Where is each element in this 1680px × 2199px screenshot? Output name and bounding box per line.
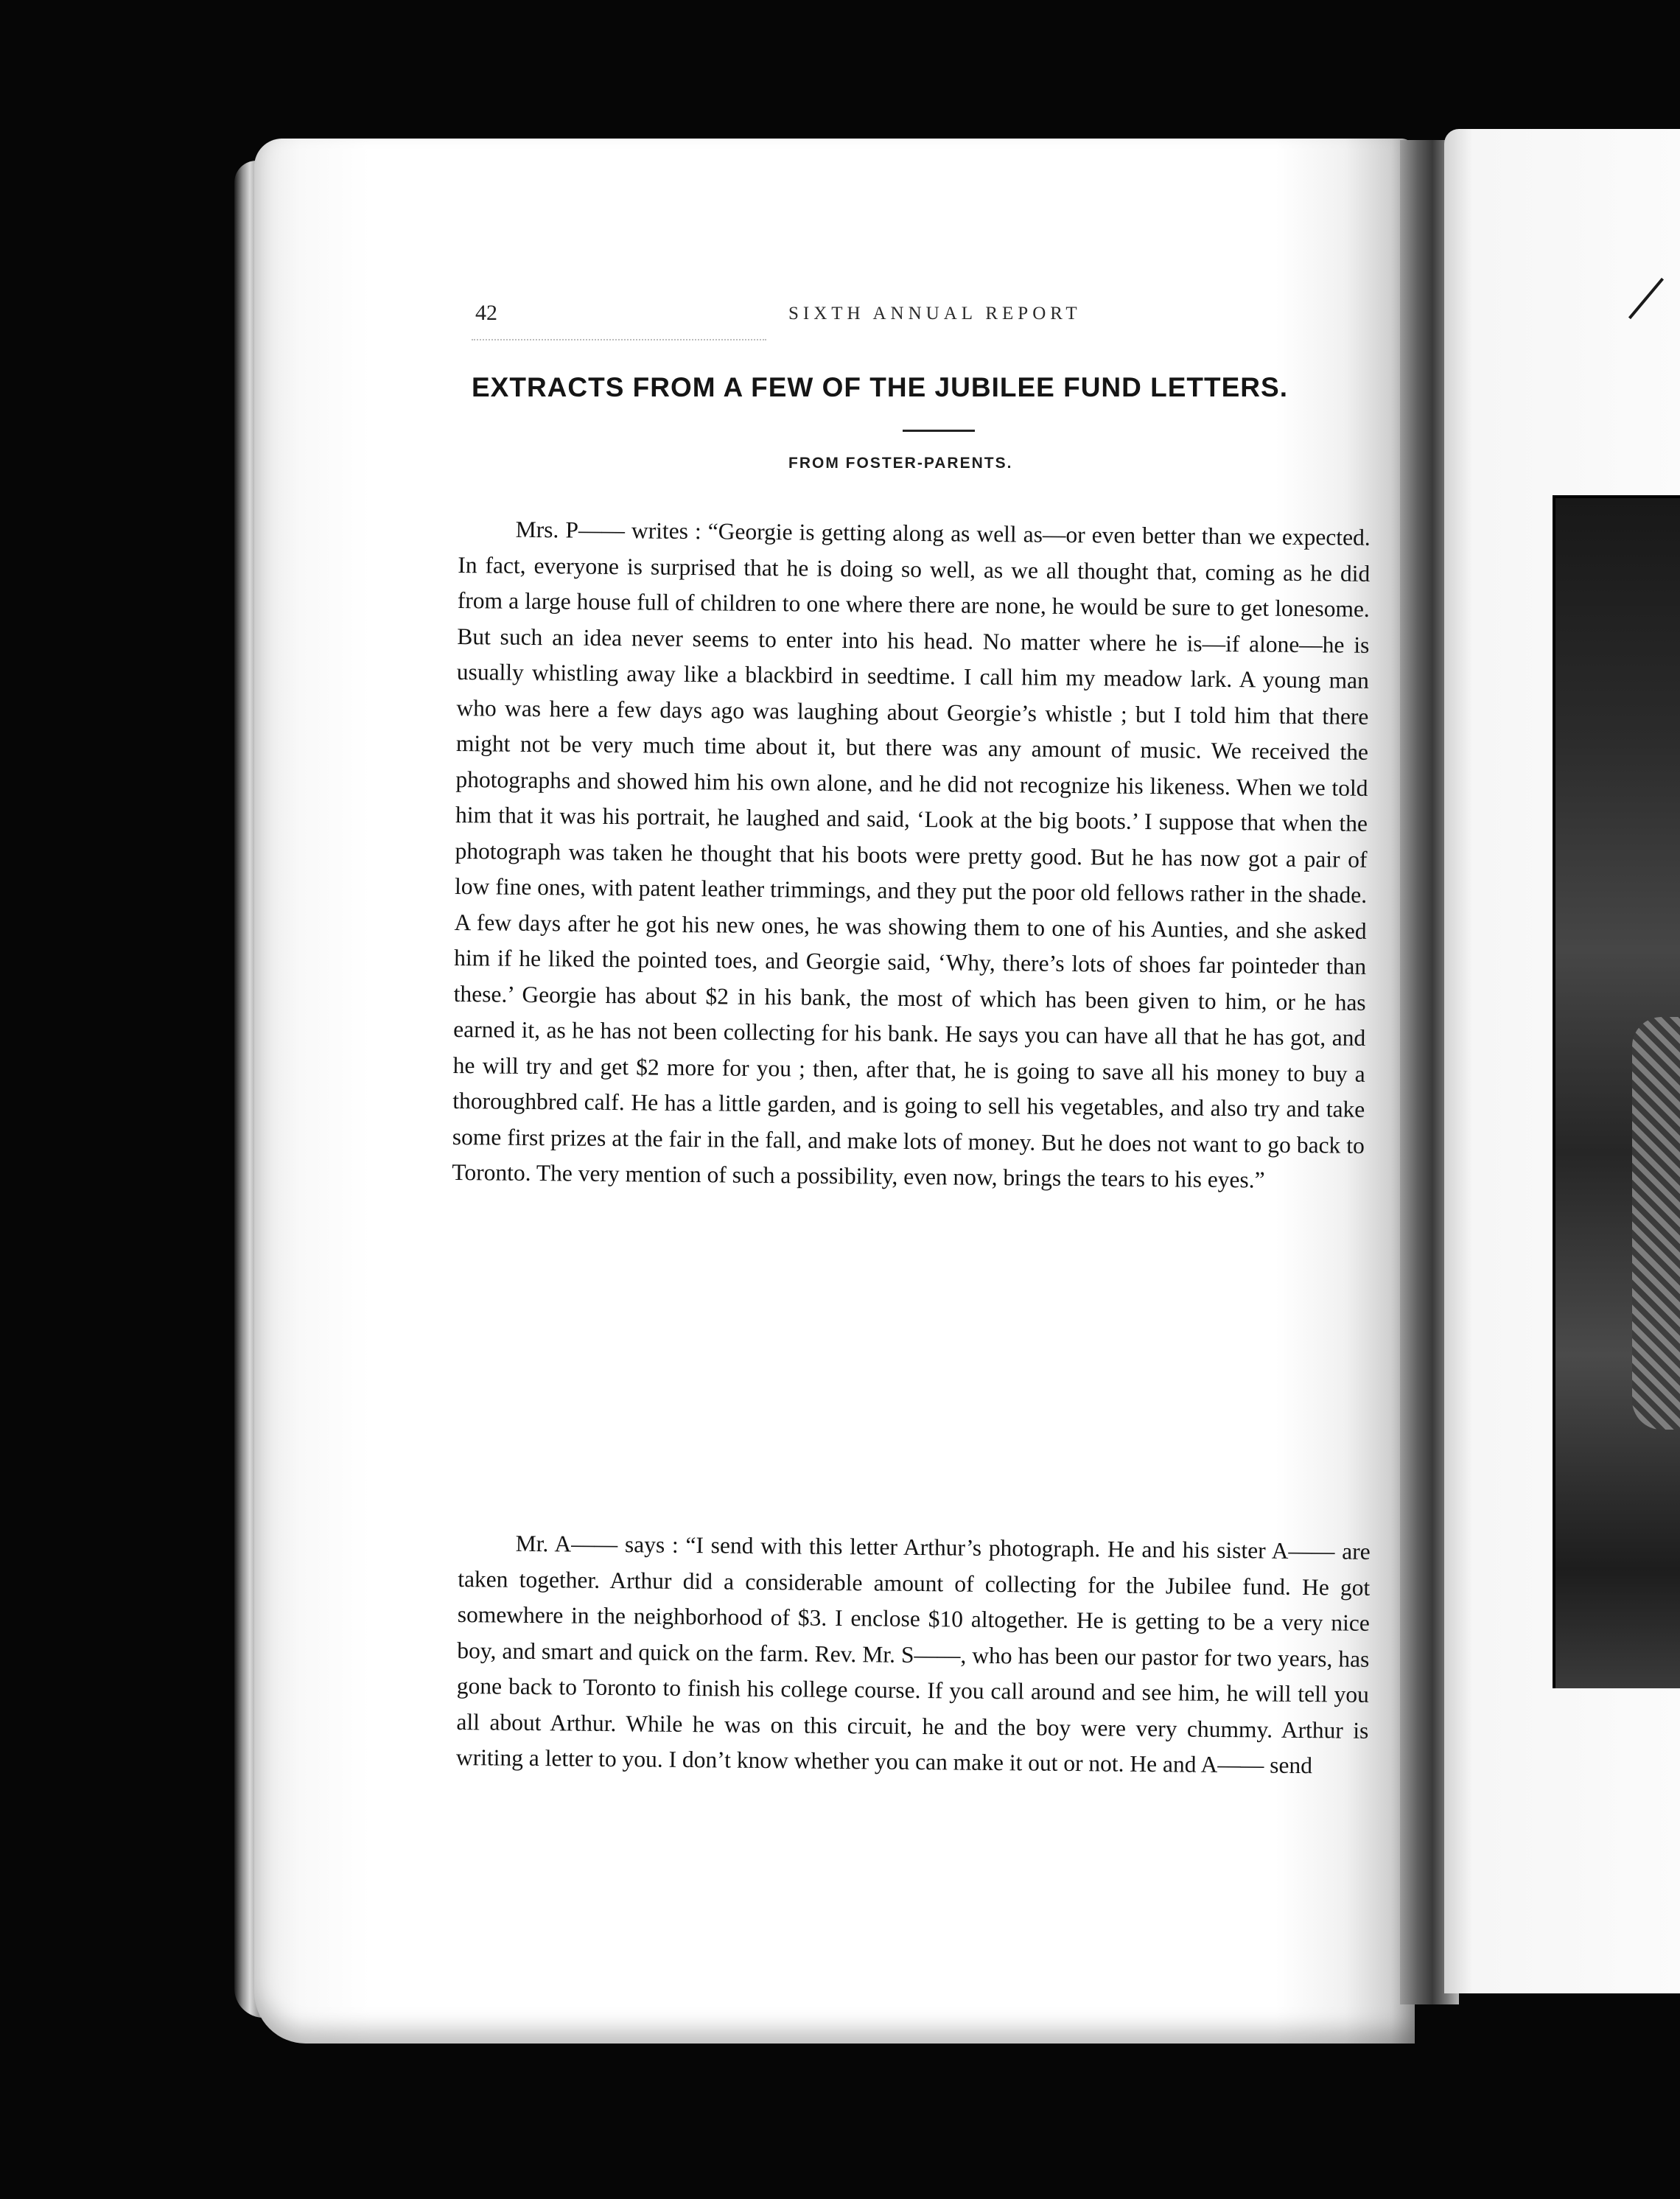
running-head: SIXTH ANNUAL REPORT — [788, 304, 1082, 324]
section-heading: FROM FOSTER-PARENTS. — [788, 455, 1013, 472]
title-rule — [903, 430, 975, 432]
letter-paragraph: Mrs. P—— writes : “Georgie is getting along as well as—or even better than we expected. In fact, everyone is surprised that he is doing so well, as we all thought that, coming as he did from a large house full of children to one where there are none, he would be sure to get lonesome. But such an idea never seems to enter into his head. No matter where he is—if alone—he is usually whistling away like a blackbird in seedtime. I call him my meadow lark. A young man who was here a few days ago was laughing about Georgie’s whistle ; but I told him that there might not be very much time about it, but there was any amount of music. We received the photographs and showed him his own alone, and he did not recognize his likeness. When we told him that it was his portrait, he laughed and said, ‘Look at the big boots.’ I suppose that when the photograph was taken he thought that his boots were pretty good. But he has now got a pair of low fine ones, with patent leather trimmings, and they put the poor old fellows rather in the shade. A few days after he got his new ones, he was showing them to one of his Aunties, and she asked him if he liked the pointed toes, and Georgie said, ‘Why, there’s lots of shoes far pointeder than these.’ Georgie has about $2 in his bank, the most of which has been given to him, or he has earned it, as he has not been collecting for his bank. He says you can have all that he has got, and he will try and get $2 more for you ; then, after that, he is going to save all his money to buy a thoroughbred calf. He has a little garden, and is going to sell his vegetables, and also try and take some first prizes at the fair in the fall, and make lots of money. But he does not want to go back to Toronto. The very mention of such a possibility, even now, brings the tears to his eyes.” — [452, 516, 1371, 1193]
page-title: EXTRACTS FROM A FEW OF THE JUBILEE FUND LETTERS. — [472, 372, 1288, 402]
page-header — [475, 301, 1359, 330]
letter-paragraph: Mr. A—— says : “I send with this letter Arthur’s photograph. He and his sister A—— are taken together. Arthur did a considerable amount of collecting for the Jubilee fund. He got somewhere in the neighborhood of $3. I enclose $10 altogether. He is getting to be a very nice boy, and smart and quick on the farm. Rev. Mr. S——, who has been our pastor for two years, has gone back to Toronto to finish his college course. If you call around and see him, he will tell you all about Arthur. While he was on this circuit, he and the boy were very chummy. Arthur is writing a letter to you. I don’t know whether you can make it out or not. He and A—— send — [455, 1530, 1371, 1778]
photograph-detail — [1632, 1017, 1680, 1430]
header-divider — [472, 339, 766, 340]
page-number: 42 — [475, 301, 497, 325]
